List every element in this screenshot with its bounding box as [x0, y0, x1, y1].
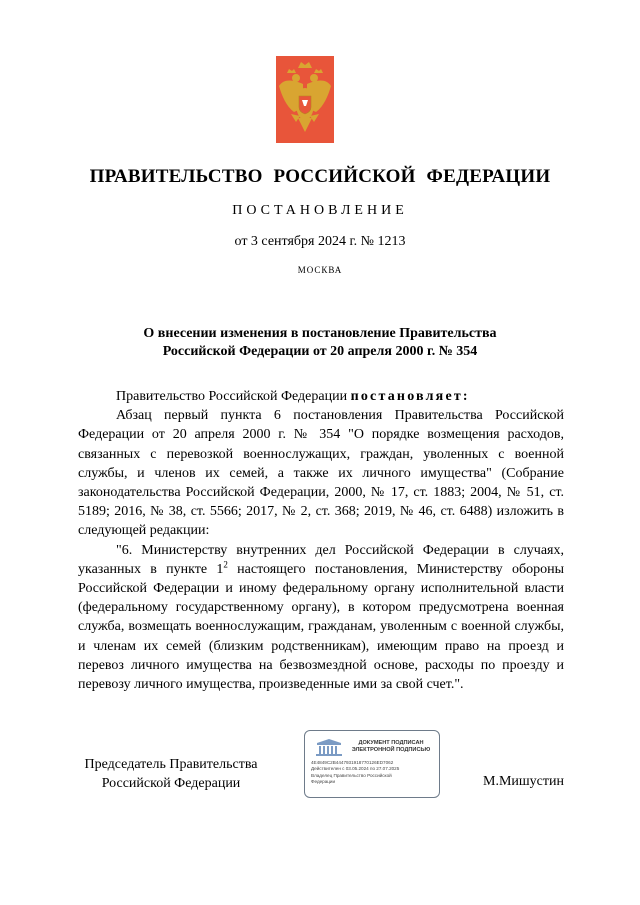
new-text-part-1: "6. Министерству внутренних дел Российской Федерации в случаях, указанных в пункте 1	[78, 542, 564, 577]
heading-line-1: О внесении изменения в постановление Правительства	[143, 326, 497, 341]
document-body	[78, 387, 564, 694]
paragraph-new-text	[78, 541, 564, 695]
signer-position-line-1: Председатель Правительства	[84, 757, 258, 772]
new-text-part-2: настоящего постановления, Министерству обороны Российской Федерации и иному федеральному органу исполнительной власти (федеральному государственному органу), в котором предусмотрена военная служба, возмещать военнослужащим, гражданам, уволенным с военной службы, и членам их семей (близким родственникам), имеющим право на проезд и перевоз личного имущества на безвозмездной основе, расходы по проезду и перевозу личного имущества, произведенные ими за свой счет.".	[78, 561, 564, 693]
decree-verb: постановляет:	[350, 389, 470, 404]
stamp-validity: Действителен с 03.05.2024 по 27.07.2025	[311, 766, 400, 772]
decree-prefix: Правительство Российской Федерации	[116, 389, 351, 404]
document-heading	[90, 325, 550, 361]
stamp-details	[311, 760, 435, 786]
coat-of-arms-emblem	[276, 56, 334, 143]
document-date-number: от 3 сентября 2024 г. № 1213	[234, 234, 406, 249]
superscript: 2	[223, 559, 228, 570]
paragraph-amendment: Абзац первый пункта 6 постановления Правительства Российской Федерации от 20 апреля 2000 г. № 354 "О порядке возмещения расходов, связанных с перевозкой военнослужащих, граждан, уволенных с военной службы, и членов их семей, а также их личного имущества" (Собрание законодательства Российской Федерации, 2000, № 17, ст. 1883; 2004, № 51, ст. 5189; 2016, № 38, ст. 5566; 2017, № 2, ст. 368; 2019, № 46, ст. 6488) изложить в следующей редакции:	[78, 408, 564, 539]
stamp-title-line-1: ДОКУМЕНТ ПОДПИСАН	[358, 740, 424, 746]
electronic-signature-stamp	[304, 730, 440, 798]
signer-position	[78, 755, 264, 793]
stamp-owner-line-2: Федерации	[311, 779, 336, 785]
government-title: ПРАВИТЕЛЬСТВО РОССИЙСКОЙ ФЕДЕРАЦИИ	[89, 166, 551, 187]
paragraph-decree	[78, 387, 564, 406]
heading-line-2: Российской Федерации от 20 апреля 2000 г. № 354	[162, 344, 478, 359]
stamp-owner-line-1: Владелец Правительство Российской	[311, 772, 392, 778]
document-city: МОСКВА	[297, 265, 343, 275]
government-building-icon	[313, 739, 345, 757]
signer-position-line-2: Российской Федерации	[101, 776, 241, 791]
stamp-certificate: 4E4849C2B4447931918770126ED7062	[311, 760, 394, 765]
document-type: ПОСТАНОВЛЕНИЕ	[232, 203, 408, 218]
stamp-title-line-2: ЭЛЕКТРОННОЙ ПОДПИСЬЮ	[351, 747, 431, 753]
signer-name: М.Мишустин	[483, 774, 564, 789]
stamp-title	[349, 740, 433, 754]
